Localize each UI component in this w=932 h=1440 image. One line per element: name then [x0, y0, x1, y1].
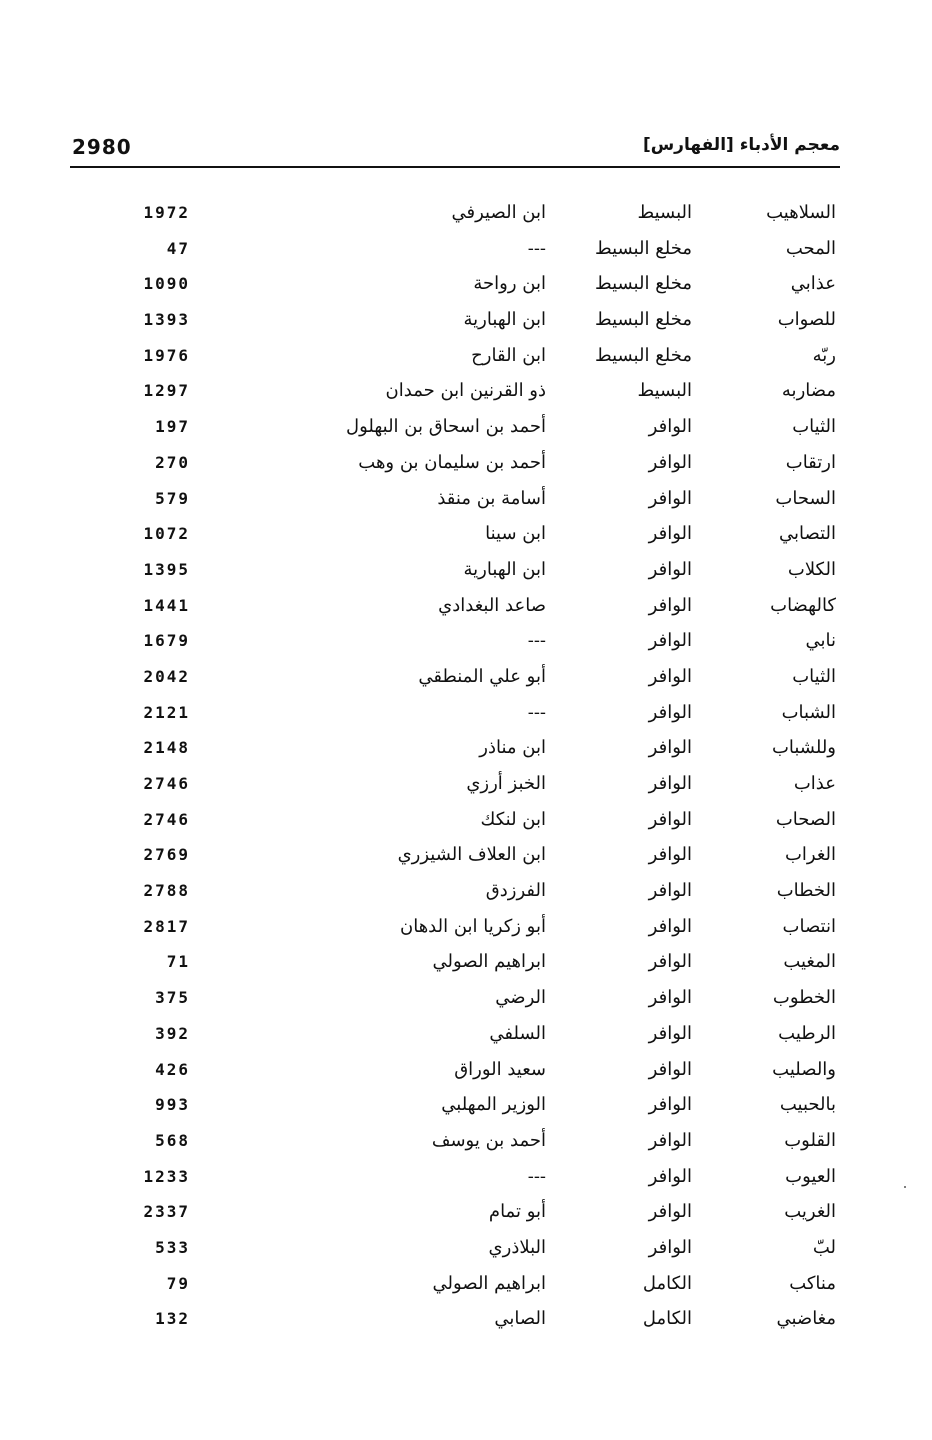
- poet-name: الرضي: [495, 987, 546, 1009]
- rhyme-word: الثياب: [792, 416, 836, 438]
- rhyme-word: مناكب: [789, 1272, 836, 1294]
- page-reference: 2769: [143, 845, 190, 865]
- meter-name: الوافر: [648, 1022, 692, 1044]
- index-row: [0, 730, 932, 766]
- page-reference: 1297: [143, 381, 190, 401]
- index-row: [0, 1194, 932, 1230]
- poet-name: سعيد الوراق: [454, 1058, 546, 1080]
- rhyme-word: الغراب: [784, 844, 836, 866]
- page-reference: 1441: [143, 595, 190, 615]
- index-row: [0, 944, 932, 980]
- meter-name: الوافر: [648, 487, 692, 509]
- poet-name: ابن سينا: [485, 523, 546, 545]
- index-row: [0, 1159, 932, 1195]
- index-row: [0, 1123, 932, 1159]
- meter-name: الوافر: [648, 416, 692, 438]
- index-row: [0, 195, 932, 231]
- poet-name: الوزير المهلبي: [441, 1094, 546, 1116]
- index-row: [0, 659, 932, 695]
- index-row: [0, 766, 932, 802]
- meter-name: الوافر: [648, 1165, 692, 1187]
- index-row: [0, 588, 932, 624]
- rhyme-word: الرطيب: [778, 1022, 836, 1044]
- poet-name: أبو علي المنطقي: [418, 665, 546, 687]
- index-row: [0, 802, 932, 838]
- meter-name: الوافر: [648, 915, 692, 937]
- index-row: [0, 695, 932, 731]
- page-reference: 2121: [143, 702, 190, 722]
- index-row: [0, 409, 932, 445]
- index-row: [0, 338, 932, 374]
- poet-name: السلفي: [489, 1022, 546, 1044]
- rhyme-word: السلاهيب: [766, 202, 836, 223]
- margin-dot: [904, 1186, 906, 1188]
- rhyme-word: القلوب: [784, 1129, 836, 1151]
- page-reference: 47: [166, 238, 190, 258]
- poet-name: ابن لنكك: [480, 808, 546, 830]
- meter-name: الوافر: [648, 594, 692, 616]
- rhyme-word: الخطاب: [776, 880, 836, 902]
- rhyme-word: الكلاب: [787, 558, 836, 580]
- index-row: [0, 909, 932, 945]
- poet-name: ابن رواحة: [473, 273, 546, 295]
- poet-name: ---: [527, 701, 546, 723]
- page-header: [70, 135, 840, 165]
- page-reference: 270: [155, 452, 190, 472]
- poet-name: الخبز أرزي: [466, 773, 546, 794]
- poet-name: ابن مناذر: [479, 737, 546, 759]
- poet-name: أحمد بن يوسف: [431, 1129, 546, 1151]
- rhyme-word: الثياب: [792, 665, 836, 687]
- page-reference: 993: [155, 1095, 190, 1115]
- rhyme-word: الخطوب: [772, 987, 836, 1009]
- meter-name: الوافر: [648, 1129, 692, 1151]
- poet-name: أحمد بن سليمان بن وهب: [358, 451, 546, 473]
- meter-name: الكامل: [642, 1272, 692, 1294]
- poet-name: ابن العلاف الشيزري: [397, 844, 546, 866]
- meter-name: الوافر: [648, 1058, 692, 1080]
- poet-name: ابن الصيرفي: [451, 202, 546, 223]
- page-reference: 197: [155, 417, 190, 437]
- page-reference: 2337: [143, 1202, 190, 1222]
- page-reference: 71: [166, 952, 190, 972]
- poet-name: البلاذري: [488, 1236, 546, 1258]
- page-reference: 132: [155, 1309, 190, 1329]
- poet-name: ---: [527, 1165, 546, 1187]
- poet-name: أحمد بن اسحاق بن البهلول: [346, 416, 546, 438]
- rhyme-word: لبّ: [812, 1236, 836, 1258]
- index-row: [0, 1301, 932, 1337]
- index-row: [0, 445, 932, 481]
- rhyme-word: والصليب: [772, 1058, 836, 1080]
- index-row: [0, 1087, 932, 1123]
- index-row: [0, 231, 932, 267]
- page-reference: 79: [166, 1273, 190, 1293]
- header-rule: [70, 166, 840, 168]
- running-title: معجم الأدباء [الفهارس]: [642, 135, 840, 155]
- meter-name: الوافر: [648, 987, 692, 1009]
- poet-name: الفرزدق: [485, 880, 546, 902]
- page-reference: 1395: [143, 559, 190, 579]
- page-reference: 1090: [143, 274, 190, 294]
- meter-name: الوافر: [648, 773, 692, 794]
- page-reference: 1679: [143, 631, 190, 651]
- poet-name: ---: [527, 630, 546, 652]
- index-row: [0, 1052, 932, 1088]
- rhyme-word: عذاب: [793, 773, 836, 794]
- index-row: [0, 873, 932, 909]
- rhyme-word: العيوب: [785, 1165, 836, 1187]
- rhyme-word: بالحبيب: [779, 1094, 836, 1116]
- poet-name: ابراهيم الصولي: [432, 1272, 546, 1294]
- poet-name: ابن الهبارية: [463, 309, 546, 331]
- poet-name: الصابي: [494, 1308, 546, 1330]
- poet-name: ابراهيم الصولي: [432, 951, 546, 973]
- meter-name: الوافر: [648, 558, 692, 580]
- index-row: [0, 623, 932, 659]
- meter-name: مخلع البسيط: [594, 237, 692, 259]
- index-row: [0, 373, 932, 409]
- page-reference: 1393: [143, 310, 190, 330]
- poet-name: أبو تمام: [488, 1201, 546, 1223]
- rhyme-word: الغريب: [784, 1201, 836, 1223]
- page-reference: 2148: [143, 738, 190, 758]
- page-reference: 2746: [143, 809, 190, 829]
- meter-name: الوافر: [648, 523, 692, 545]
- rhyme-word: الصحاب: [775, 808, 836, 830]
- meter-name: الوافر: [648, 844, 692, 866]
- meter-name: الوافر: [648, 1094, 692, 1116]
- poet-name: ابن الهبارية: [463, 558, 546, 580]
- rhyme-word: انتصاب: [782, 915, 836, 937]
- page-number: 2980: [72, 135, 132, 159]
- rhyme-word: عذابي: [790, 273, 836, 295]
- poet-name: ذو القرنين ابن حمدان: [385, 380, 546, 402]
- meter-name: مخلع البسيط: [594, 273, 692, 295]
- meter-name: مخلع البسيط: [594, 309, 692, 331]
- rhyme-word: نابي: [805, 630, 836, 652]
- rhyme-word: المحب: [785, 237, 836, 259]
- rhyme-word: كالهضاب: [770, 594, 836, 616]
- meter-name: الوافر: [648, 701, 692, 723]
- page-reference: 579: [155, 488, 190, 508]
- meter-name: الوافر: [648, 665, 692, 687]
- rhyme-word: مغاضبي: [776, 1308, 836, 1330]
- rhyme-word: الشباب: [781, 701, 836, 723]
- page-reference: 2788: [143, 881, 190, 901]
- rhyme-word: وللشباب: [771, 737, 836, 759]
- page-reference: 2746: [143, 774, 190, 793]
- poet-name: صاعد البغدادي: [438, 594, 546, 616]
- index-row: [0, 1266, 932, 1302]
- meter-name: البسيط: [637, 202, 692, 223]
- index-row: [0, 980, 932, 1016]
- poet-name: أبو زكريا ابن الدهان: [399, 915, 546, 937]
- rhyme-word: ربّه: [812, 344, 836, 366]
- page-reference: 375: [155, 988, 190, 1008]
- poet-name: ابن القارح: [471, 344, 546, 366]
- meter-name: الكامل: [642, 1308, 692, 1330]
- meter-name: الوافر: [648, 951, 692, 973]
- rhyme-word: للصواب: [777, 309, 836, 331]
- page-reference: 2042: [143, 666, 190, 686]
- meter-name: الوافر: [648, 737, 692, 759]
- meter-name: الوافر: [648, 1201, 692, 1223]
- meter-name: الوافر: [648, 808, 692, 830]
- page-reference: 1972: [143, 203, 190, 222]
- poet-name: ---: [527, 237, 546, 259]
- page-reference: 568: [155, 1130, 190, 1150]
- rhyme-word: ارتقاب: [785, 451, 836, 473]
- index-row: [0, 266, 932, 302]
- meter-name: مخلع البسيط: [594, 344, 692, 366]
- index-row: [0, 552, 932, 588]
- page-reference: 2817: [143, 916, 190, 936]
- rhyme-word: السحاب: [775, 487, 836, 509]
- page-reference: 1233: [143, 1166, 190, 1186]
- meter-name: الوافر: [648, 451, 692, 473]
- meter-name: الوافر: [648, 1236, 692, 1258]
- page-reference: 1976: [143, 345, 190, 365]
- verse-index-table: [0, 195, 932, 1337]
- index-row: [0, 481, 932, 517]
- page-reference: 426: [155, 1059, 190, 1079]
- page-reference: 392: [155, 1023, 190, 1043]
- rhyme-word: مضاربه: [781, 380, 836, 402]
- index-row: [0, 516, 932, 552]
- index-row: [0, 302, 932, 338]
- rhyme-word: المغيب: [783, 951, 836, 973]
- meter-name: الوافر: [648, 630, 692, 652]
- index-row: [0, 1230, 932, 1266]
- index-row: [0, 837, 932, 873]
- poet-name: أسامة بن منقذ: [437, 487, 546, 509]
- meter-name: الوافر: [648, 880, 692, 902]
- meter-name: البسيط: [637, 380, 692, 402]
- page-reference: 533: [155, 1237, 190, 1257]
- page-reference: 1072: [143, 524, 190, 544]
- index-row: [0, 1016, 932, 1052]
- rhyme-word: التصابي: [778, 523, 836, 545]
